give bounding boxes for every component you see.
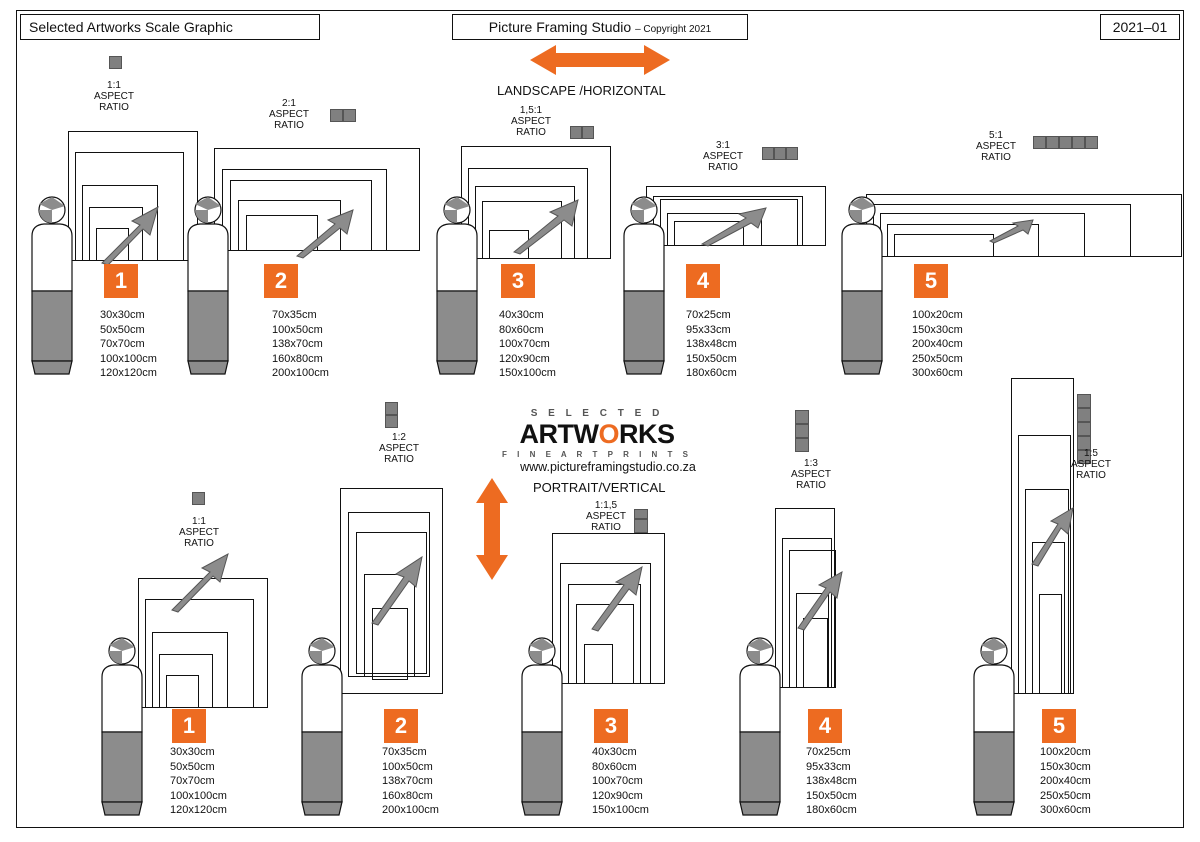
group-number-landscape-2: 2 (264, 264, 298, 298)
ratio-label-portrait-2 (368, 432, 430, 465)
size-item: 160x80cm (382, 789, 433, 802)
group-number-landscape-1: 1 (104, 264, 138, 298)
ratio-value: 2:1 (282, 98, 296, 109)
ratio-word-ratio: RATIO (981, 152, 1011, 163)
ratio-swatch-landscape-4 (762, 147, 798, 160)
brand-line-fineart: F I N E A R T P R I N T S (502, 450, 692, 459)
human-figure-landscape-2 (178, 196, 234, 371)
size-list-landscape-5 (912, 308, 963, 381)
size-item: 150x50cm (806, 789, 857, 802)
human-figure-portrait-3 (512, 637, 568, 812)
ratio-word-aspect: ASPECT (178, 527, 219, 538)
ratio-label-portrait-3 (575, 500, 637, 533)
size-item: 30x30cm (100, 309, 145, 321)
size-item: 70x70cm (100, 338, 145, 350)
group-number-landscape-5: 5 (914, 264, 948, 298)
size-item: 150x100cm (592, 804, 649, 816)
size-item: 300x60cm (1040, 804, 1091, 816)
size-list-portrait-2 (382, 745, 439, 818)
ratio-word-ratio: RATIO (184, 538, 214, 549)
ratio-value: 5:1 (989, 130, 1003, 141)
size-list-portrait-1 (170, 745, 227, 818)
ratio-value: 1:1 (107, 80, 121, 91)
frame-l5-1 (894, 234, 994, 257)
scale-arrow-portrait-2 (370, 555, 426, 627)
ratio-value: 1:3 (804, 458, 818, 469)
size-item: 100x50cm (272, 323, 323, 336)
ratio-label-landscape-1 (83, 80, 145, 113)
brand-logo (492, 408, 702, 459)
size-list-portrait-4 (806, 745, 857, 818)
ratio-value: 1,5:1 (519, 105, 543, 116)
size-item: 138x48cm (806, 775, 857, 787)
scale-arrow-portrait-3 (590, 565, 646, 633)
brand-line-artworks: ARTWORKS (519, 419, 675, 449)
scale-arrow-landscape-1 (100, 205, 162, 267)
size-item: 50x50cm (170, 760, 215, 773)
ratio-word-ratio: RATIO (591, 522, 621, 533)
ratio-swatch-landscape-1 (109, 56, 122, 69)
size-item: 150x50cm (686, 352, 737, 365)
size-item: 95x33cm (686, 323, 731, 336)
ratio-word-aspect: ASPECT (1070, 459, 1111, 470)
title-block-left (20, 14, 320, 40)
ratio-label-portrait-4 (780, 458, 842, 491)
size-item: 250x50cm (912, 352, 963, 365)
ratio-label-landscape-4 (692, 140, 754, 173)
ratio-swatch-portrait-4 (795, 410, 809, 452)
ratio-word-ratio: RATIO (384, 454, 414, 465)
size-item: 40x30cm (592, 746, 637, 758)
ratio-word-aspect: ASPECT (975, 141, 1016, 152)
ratio-label-landscape-5 (965, 130, 1027, 163)
size-item: 200x40cm (1040, 775, 1091, 787)
size-item: 70x35cm (382, 746, 427, 758)
size-item: 150x100cm (499, 367, 556, 379)
ratio-word-ratio: RATIO (99, 102, 129, 113)
ratio-swatch-landscape-2 (330, 109, 356, 122)
website-url: www.pictureframingstudio.co.za (520, 460, 696, 474)
size-list-portrait-5 (1040, 745, 1091, 818)
human-figure-landscape-3 (427, 196, 483, 371)
frame-p1-1 (166, 675, 199, 708)
size-item: 180x60cm (806, 804, 857, 816)
size-list-portrait-3 (592, 745, 649, 818)
ratio-value: 1:1 (192, 516, 206, 527)
human-figure-portrait-1 (92, 637, 148, 812)
ratio-value: 1:1,5 (594, 500, 618, 511)
ratio-label-landscape-3 (500, 105, 562, 138)
size-item: 95x33cm (806, 760, 851, 773)
size-item: 40x30cm (499, 309, 544, 321)
size-item: 120x90cm (499, 352, 550, 365)
ratio-swatch-landscape-3 (570, 126, 594, 139)
ratio-word-aspect: ASPECT (510, 116, 551, 127)
size-item: 150x30cm (912, 323, 963, 336)
ratio-value: 1:2 (392, 432, 406, 443)
ratio-word-aspect: ASPECT (378, 443, 419, 454)
size-item: 80x60cm (499, 323, 544, 336)
copyright-text: – Copyright 2021 (635, 24, 712, 35)
scale-arrow-landscape-3 (512, 198, 582, 256)
portrait-arrow-icon (470, 478, 514, 580)
ratio-word-aspect: ASPECT (268, 109, 309, 120)
size-list-landscape-3 (499, 308, 556, 381)
human-figure-portrait-4 (730, 637, 786, 812)
size-item: 30x30cm (170, 746, 215, 758)
ratio-word-ratio: RATIO (796, 480, 826, 491)
frame-p5-1 (1039, 594, 1062, 694)
size-item: 200x40cm (912, 338, 963, 350)
scale-arrow-portrait-1 (170, 552, 232, 614)
size-item: 70x35cm (272, 309, 317, 321)
size-item: 200x100cm (272, 367, 329, 379)
size-item: 70x25cm (806, 746, 851, 758)
human-figure-portrait-5 (964, 637, 1020, 812)
scale-arrow-portrait-4 (796, 570, 846, 632)
ratio-word-aspect: ASPECT (93, 91, 134, 102)
size-item: 100x20cm (912, 309, 963, 321)
size-item: 100x70cm (499, 338, 550, 350)
size-list-landscape-4 (686, 308, 737, 381)
brand-line-selected: S E L E C T E D (530, 408, 664, 419)
size-list-landscape-1 (100, 308, 157, 381)
ratio-word-ratio: RATIO (274, 120, 304, 131)
size-item: 70x25cm (686, 309, 731, 321)
group-number-portrait-3: 3 (594, 709, 628, 743)
ratio-value: 1:5 (1084, 448, 1098, 459)
ratio-word-ratio: RATIO (708, 162, 738, 173)
frame-p3-1 (584, 644, 613, 684)
ratio-swatch-portrait-2 (385, 402, 398, 428)
group-number-landscape-4: 4 (686, 264, 720, 298)
ratio-value: 3:1 (716, 140, 730, 151)
group-number-portrait-5: 5 (1042, 709, 1076, 743)
size-item: 80x60cm (592, 760, 637, 773)
sheet-title: Selected Artworks Scale Graphic (29, 19, 233, 35)
size-item: 100x50cm (382, 760, 433, 773)
ratio-swatch-portrait-1 (192, 492, 205, 505)
size-item: 138x48cm (686, 338, 737, 350)
size-item: 100x100cm (170, 789, 227, 802)
title-block-center (452, 14, 748, 40)
size-item: 250x50cm (1040, 789, 1091, 802)
title-block-right (1100, 14, 1180, 40)
size-item: 100x100cm (100, 352, 157, 365)
landscape-label: LANDSCAPE /HORIZONTAL (497, 83, 666, 98)
drawing-code: 2021–01 (1112, 19, 1168, 35)
human-figure-landscape-5 (832, 196, 888, 371)
ratio-word-ratio: RATIO (516, 127, 546, 138)
ratio-word-aspect: ASPECT (702, 151, 743, 162)
size-item: 200x100cm (382, 804, 439, 816)
scale-arrow-landscape-2 (295, 208, 357, 260)
scale-arrow-portrait-5 (1030, 506, 1076, 568)
size-item: 160x80cm (272, 352, 323, 365)
group-number-portrait-1: 1 (172, 709, 206, 743)
scale-arrow-landscape-4 (700, 206, 770, 248)
ratio-label-portrait-1 (168, 516, 230, 549)
size-item: 50x50cm (100, 323, 145, 336)
size-item: 138x70cm (272, 338, 323, 350)
studio-name (489, 19, 711, 35)
size-item: 180x60cm (686, 367, 737, 379)
portrait-label: PORTRAIT/VERTICAL (533, 480, 666, 495)
group-number-portrait-2: 2 (384, 709, 418, 743)
size-item: 150x30cm (1040, 760, 1091, 773)
size-item: 100x20cm (1040, 746, 1091, 758)
size-item: 138x70cm (382, 775, 433, 787)
size-list-landscape-2 (272, 308, 329, 381)
ratio-word-aspect: ASPECT (790, 469, 831, 480)
human-figure-portrait-2 (292, 637, 348, 812)
ratio-label-landscape-2 (258, 98, 320, 131)
size-item: 70x70cm (170, 775, 215, 787)
studio-name-text: Picture Framing Studio (488, 19, 632, 35)
size-item: 300x60cm (912, 367, 963, 379)
size-item: 120x120cm (100, 367, 157, 379)
human-figure-landscape-4 (614, 196, 670, 371)
landscape-arrow-icon (530, 40, 670, 80)
human-figure-landscape-1 (22, 196, 78, 371)
size-item: 120x120cm (170, 804, 227, 816)
ratio-word-aspect: ASPECT (585, 511, 626, 522)
scale-arrow-landscape-5 (988, 218, 1036, 244)
group-number-portrait-4: 4 (808, 709, 842, 743)
size-item: 100x70cm (592, 775, 643, 787)
ratio-swatch-landscape-5 (1033, 136, 1098, 149)
ratio-word-ratio: RATIO (1076, 470, 1106, 481)
size-item: 120x90cm (592, 789, 643, 802)
group-number-landscape-3: 3 (501, 264, 535, 298)
